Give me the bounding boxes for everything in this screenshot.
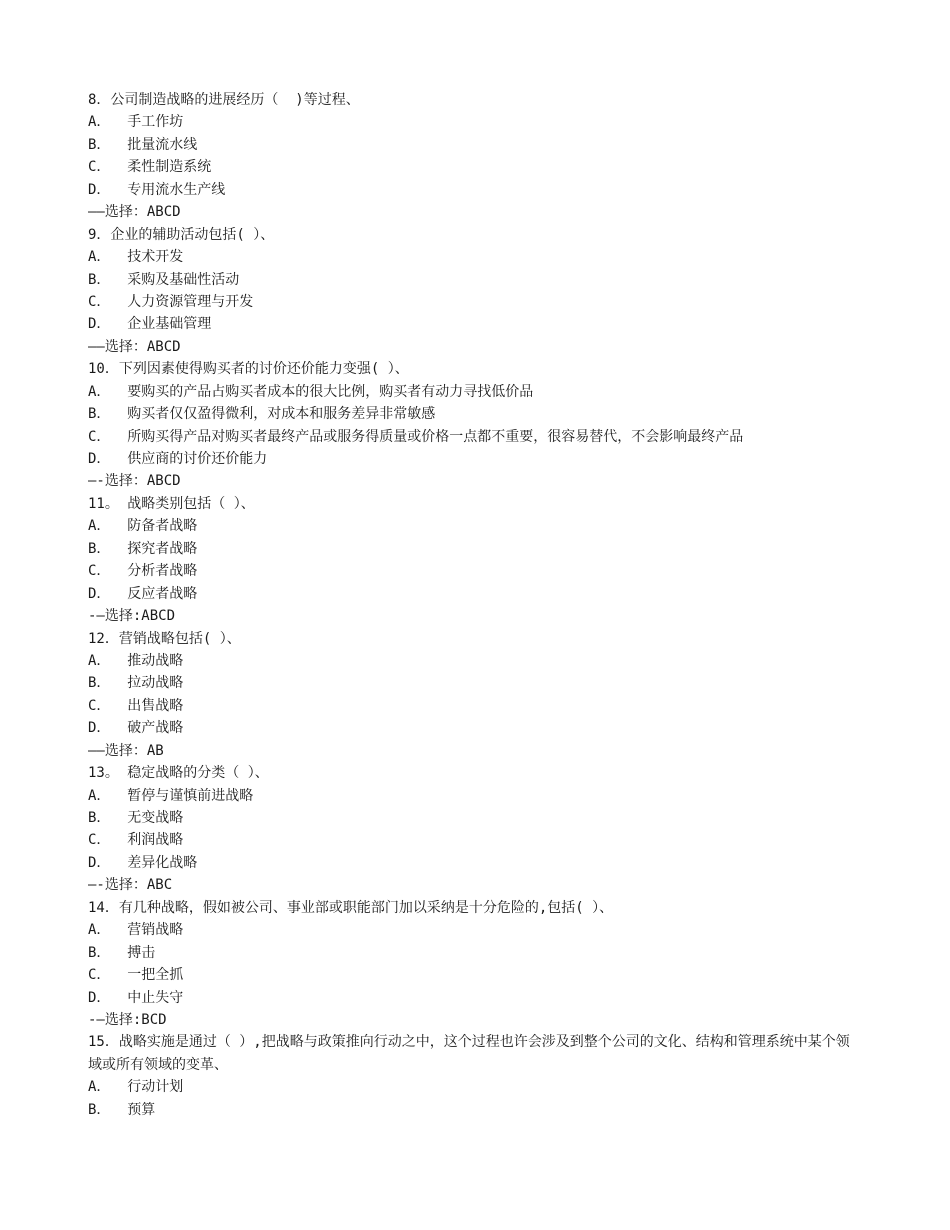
question-14: 14．有几种战略，假如被公司、事业部或职能部门加以采纳是十分危险的,包括( ）、 xyxy=(88,899,614,916)
question-10-option-a: A． 要购买的产品占购买者成本的很大比例，购买者有动力寻找低价品 xyxy=(88,383,534,400)
question-14-option-d: D． 中止失守 xyxy=(88,989,184,1006)
question-12-option-a: A． 推动战略 xyxy=(88,652,184,669)
question-12-option-c: C． 出售战略 xyxy=(88,697,184,714)
question-15-option-b: B． 预算 xyxy=(88,1101,156,1118)
question-8-option-c: C． 柔性制造系统 xyxy=(88,159,212,176)
question-9: 9．企业的辅助活动包括( ）、 xyxy=(88,226,275,243)
question-14-option-a: A． 营销战略 xyxy=(88,922,184,939)
question-9-answer: ——选择：ABCD xyxy=(88,338,181,355)
question-9-option-c: C． 人力资源管理与开发 xyxy=(88,293,254,310)
question-11-answer: -—选择:ABCD xyxy=(88,608,176,625)
question-15-option-a: A． 行动计划 xyxy=(88,1079,184,1096)
question-12-answer: ——选择：AB xyxy=(88,742,164,759)
question-13: 13。 稳定战略的分类（ ）、 xyxy=(88,765,269,782)
question-13-option-b: B． 无变战略 xyxy=(88,810,184,826)
question-8-option-d: D． 专用流水生产线 xyxy=(88,181,226,198)
question-15: 15．战略实施是通过（ ）,把战略与政策推向行动之中，这个过程也许会涉及到整个公司的文化、结构和管理系统中某个领域或所有领域的变革、 xyxy=(88,1034,850,1073)
question-13-answer: —-选择：ABC xyxy=(88,877,173,894)
question-10-answer: —-选择：ABCD xyxy=(88,473,181,490)
question-10-option-c: C． 所购买得产品对购买者最终产品或服务得质量或价格一点都不重要，很容易替代，不会影响最终产品 xyxy=(88,428,744,445)
question-12: 12．营销战略包括( ）、 xyxy=(88,630,241,647)
question-11-option-d: D． 反应者战略 xyxy=(88,585,198,602)
question-14-option-c: C． 一把全抓 xyxy=(88,967,184,984)
question-8: 8．公司制造战略的进展经历（ )等过程、 xyxy=(88,92,360,108)
question-10-option-b: B． 购买者仅仅盈得微利，对成本和服务差异非常敏感 xyxy=(88,406,436,423)
document-body xyxy=(88,89,888,1121)
question-9-option-a: A． 技术开发 xyxy=(88,249,184,266)
question-12-option-d: D． 破产战略 xyxy=(88,720,184,737)
question-8-answer: ——选择：ABCD xyxy=(88,204,181,221)
question-9-option-b: B． 采购及基础性活动 xyxy=(88,271,240,288)
question-11-option-b: B． 探究者战略 xyxy=(88,540,198,557)
question-11-option-c: C． 分析者战略 xyxy=(88,563,198,580)
question-10: 10．下列因素使得购买者的讨价还价能力变强( ）、 xyxy=(88,361,409,378)
question-11-option-a: A． 防备者战略 xyxy=(88,518,198,535)
question-10-option-d: D． 供应商的讨价还价能力 xyxy=(88,451,268,467)
question-14-answer: -—选择:BCD xyxy=(88,1011,167,1028)
question-13-option-d: D． 差异化战略 xyxy=(88,854,198,871)
question-14-option-b: B． 搏击 xyxy=(88,944,156,961)
question-8-option-b: B． 批量流水线 xyxy=(88,136,198,153)
question-11: 11。 战略类别包括（ ）、 xyxy=(88,495,255,512)
question-9-option-d: D． 企业基础管理 xyxy=(88,316,212,333)
question-8-option-a: A． 手工作坊 xyxy=(88,114,184,131)
question-13-option-c: C． 利润战略 xyxy=(88,832,184,849)
question-13-option-a: A． 暂停与谨慎前进战略 xyxy=(88,787,254,804)
question-12-option-b: B． 拉动战略 xyxy=(88,675,184,692)
